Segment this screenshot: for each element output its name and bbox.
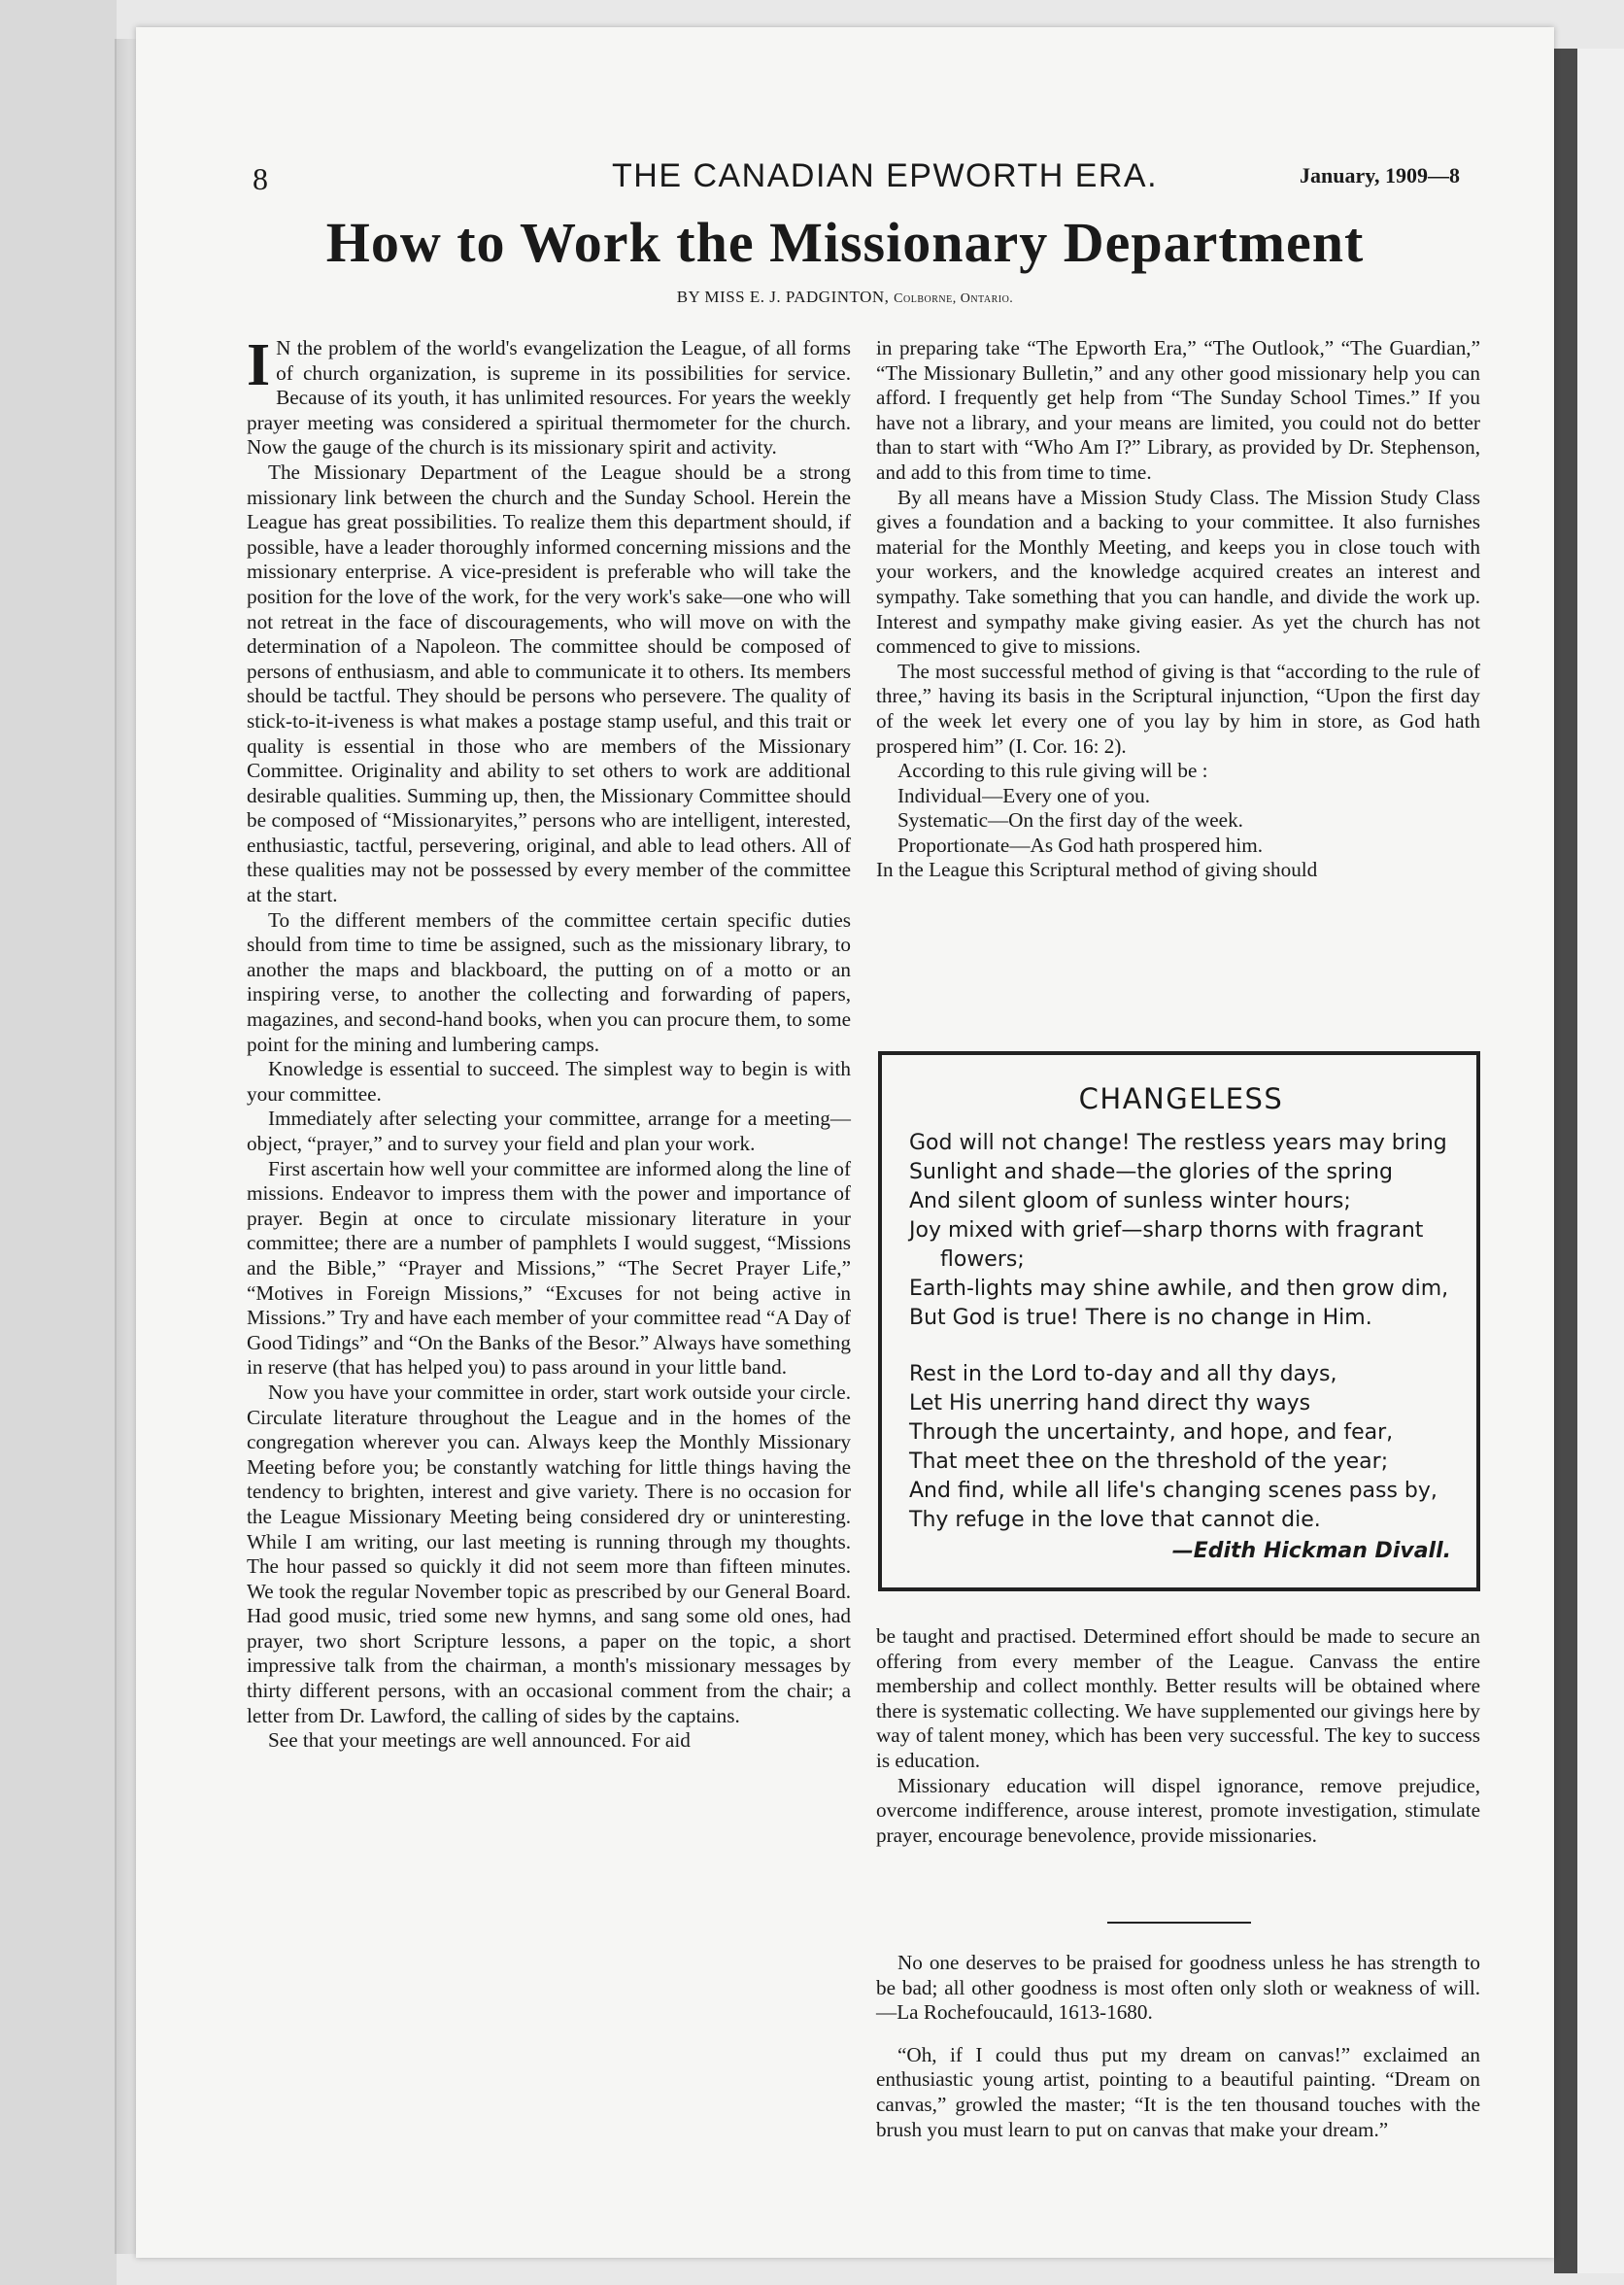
article-column-2-continued	[876, 1624, 1480, 1848]
byline-author: BY MISS E. J. PADGINTON,	[676, 288, 890, 306]
filler-column	[876, 1951, 1480, 2142]
poem-line: flowers;	[940, 1247, 1025, 1272]
paragraph: Immediately after selecting your committee, arrange for a meeting—object, “prayer,” and to survey your field and plan your work.	[247, 1107, 851, 1155]
article-headline: How to Work the Missionary Department	[325, 211, 1365, 274]
newspaper-page	[136, 27, 1554, 2258]
byline-place: Colborne, Ontario.	[894, 291, 1014, 306]
page-number: 8	[253, 161, 268, 196]
list-item: Proportionate—As God hath prospered him.	[897, 833, 1264, 857]
poem-author: —Edith Hickman Divall.	[1171, 1539, 1451, 1563]
poem-line: Thy refuge in the love that cannot die.	[909, 1508, 1321, 1532]
poem-box	[878, 1051, 1480, 1591]
issue-date: January, 1909—8	[1300, 163, 1461, 188]
paragraph: In the League this Scriptural method of giving should	[876, 858, 1318, 882]
poem-line: Rest in the Lord to-day and all thy days,	[909, 1362, 1337, 1386]
poem-title: CHANGELESS	[1078, 1082, 1284, 1115]
poem-line: And find, while all life's changing scenes pass by,	[909, 1479, 1438, 1503]
paragraph: By all means have a Mission Study Class. The Mission Study Class gives a foundation and a backing to your committee. It also furnishes material for the Monthly Meeting, and keeps you in close touch with your workers, and the knowledge acquired creates an interest and sympathy. Take something that you can handle, and divide the work up. Interest and sympathy make giving easier. As yet the church has not commenced to give to missions.	[876, 485, 1480, 659]
list-item: Individual—Every one of you.	[897, 783, 1151, 807]
poem-line: Earth-lights may shine awhile, and then grow dim,	[909, 1277, 1449, 1301]
list-item: Systematic—On the first day of the week.	[897, 808, 1243, 833]
paragraph: According to this rule giving will be :	[897, 759, 1208, 783]
scan-right-margin	[1577, 49, 1624, 2273]
publication-title: THE CANADIAN EPWORTH ERA.	[612, 157, 1159, 194]
running-header	[136, 134, 1554, 196]
paragraph: See that your meetings are well announced. For aid	[268, 1728, 691, 1753]
poem-line: Sunlight and shade—the glories of the spring	[909, 1160, 1393, 1184]
poem-line: Through the uncertainty, and hope, and fear,	[909, 1420, 1394, 1445]
section-divider	[1107, 1922, 1251, 1924]
filler-anecdote: “Oh, if I could thus put my dream on canvas!” exclaimed an enthusiastic young artist, pointing to a beautiful painting. “Dream on canvas,” growled the master; “It is the ten thousand touches with the brush you must learn to put on canvas that make your dream.”	[876, 2042, 1480, 2141]
filler-quote: No one deserves to be praised for goodness unless he has strength to be bad; all other goodness is most often only sloth or weakness of will.—La Rochefoucauld, 1613-1680.	[876, 1951, 1480, 2025]
scan-binding-edge	[115, 39, 138, 2254]
paragraph: To the different members of the committee certain specific duties should from time to time be assigned, such as the missionary library, to another the maps and blackboard, the putting on of a motto or an inspiring verse, to another the collecting and forwarding of papers, magazines, and second-hand books, when you can procure them, to some point for the mining and lumbering camps.	[247, 907, 851, 1056]
paragraph: First ascertain how well your committee are informed along the line of missions. Endeavor to impress them with the power and importance of prayer. Begin at once to circulate missionary literature in your committee; there are a number of pamphlets I would suggest, “Missions and the Bible,” “Prayer and Missions,” “The Secret Prayer Life,” “Motives in Foreign Missions,” “Excuses for not being active in Missions.” Try and have each member of your committee read “A Day of Good Tidings” and “On the Banks of the Besor.” Always have something in reserve (that has helped you) to pass around in your little band.	[247, 1156, 851, 1380]
paragraph: Knowledge is essential to succeed. The simplest way to begin is with your committee.	[247, 1057, 851, 1106]
poem-line: God will not change! The restless years may bring	[909, 1131, 1447, 1155]
paragraph: be taught and practised. Determined effort should be made to secure an offering from every member of the League. Canvass the entire membership and collect monthly. Better results will be obtained where there is systematic collecting. We have supplemented our givings here by way of talent money, which has been very successful. The key to success is education.	[876, 1624, 1480, 1772]
paragraph: Missionary education will dispel ignorance, remove prejudice, overcome indifference, arouse interest, promote investigation, stimulate prayer, encourage benevolence, provide missionaries.	[876, 1773, 1480, 1847]
article-column-2	[876, 336, 1480, 883]
paragraph: I N the problem of the world's evangelization the League, of all forms of church organization, is supreme in its possibilities for service. Because of its youth, it has unlimited resources. For years the weekly prayer meeting was considered a spiritual thermometer for the church. Now the gauge of the church is its missionary spirit and activity.	[247, 332, 851, 460]
article-column-1	[247, 332, 851, 1754]
poem-line: That meet thee on the threshold of the year;	[909, 1449, 1389, 1474]
drop-cap: I	[247, 332, 271, 398]
paragraph: Now you have your committee in order, start work outside your circle. Circulate literature throughout the League and in the homes of the congregation wherever you can. Always keep the Monthly Missionary Meeting before you; be constantly watching for little things having the tendency to brighten, interest and give variety. There is no occasion for the League Missionary Meeting being considered dry or uninteresting. While I am writing, our last meeting is running through my thoughts. The hour passed so quickly it did not seem more than fifteen minutes. We took the regular November topic as prescribed by our General Board. Had good music, tried some new hymns, and sang some old ones, had prayer, two short Scripture lessons, a paper on the topic, a short impressive talk from the chairman, a month's missionary messages by thirty different persons, with an occasional comment from the chair; a letter from Dr. Lawford, the calling of sides by the captains.	[247, 1380, 851, 1727]
paragraph: The most successful method of giving is that “according to the rule of three,” having its basis in the Scriptural injunction, “Upon the first day of the week let every one of you lay by him in store, as God hath prospered him” (I. Cor. 16: 2).	[876, 659, 1480, 758]
article-byline	[136, 288, 1554, 307]
poem-line: Let His unerring hand direct thy ways	[909, 1391, 1311, 1415]
poem-line: But God is true! There is no change in Him.	[909, 1306, 1372, 1330]
paragraph: in preparing take “The Epworth Era,” “The Outlook,” “The Guardian,” “The Missionary Bulletin,” and any other good missionary help you can afford. I frequently get help from “The Sunday School Times.” If you have not a library, and your means are limited, you could not do better than to start with “Who Am I?” Library, as provided by Dr. Stephenson, and add to this from time to time.	[876, 336, 1480, 484]
scan-right-edge	[1554, 49, 1577, 2273]
scan-background	[0, 0, 117, 2285]
paragraph: The Missionary Department of the League should be a strong missionary link between the church and the Sunday School. Herein the League has great possibilities. To realize them this department should, if possible, have a leader thoroughly informed concerning missions and the missionary enterprise. A vice-president is preferable who will take the position for the love of the work, for the very work's sake—one who will not retreat in the face of discouragements, who will move on with the determination of a Napoleon. The committee should be composed of persons of enthusiasm, and able to communicate it to others. Its members should be tactful. They should be persons who persevere. The quality of stick-to-it-iveness is what makes a postage stamp useful, and this trait or quality is essential in those who are members of the Missionary Committee. Originality and ability to set others to work are additional desirable qualities. Summing up, then, the Missionary Committee should be composed of “Missionaryites,” persons who are intelligent, interested, enthusiastic, tactful, persevering, original, and able to lead others. All of these qualities may not be possessed by every member of the committee at the start.	[247, 460, 851, 907]
poem-line: Joy mixed with grief—sharp thorns with fragrant	[909, 1218, 1424, 1243]
stanza-gap	[909, 1333, 1453, 1360]
poem-line: And silent gloom of sunless winter hours;	[909, 1189, 1351, 1213]
